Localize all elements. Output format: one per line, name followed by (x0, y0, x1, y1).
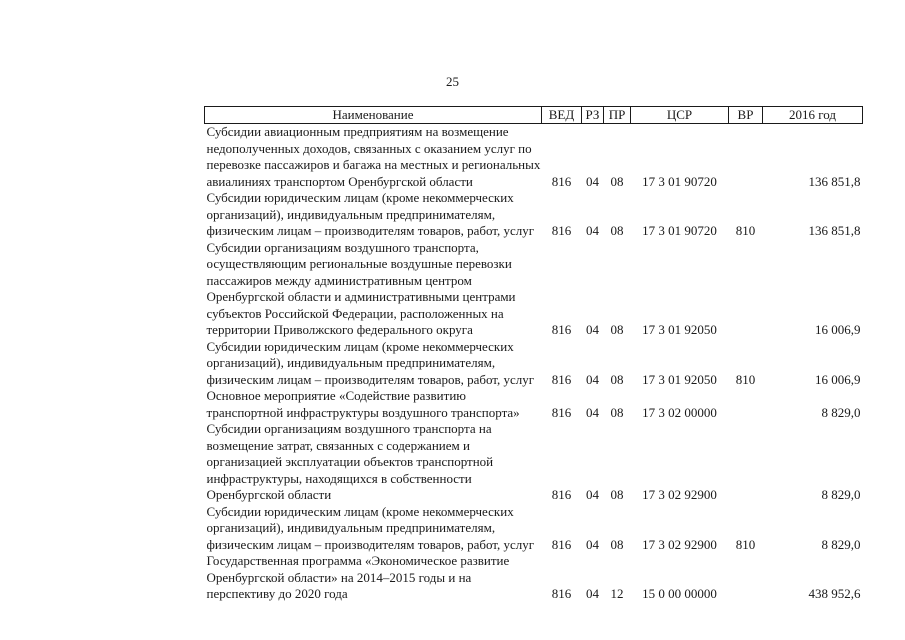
row-rz: 04 (586, 322, 599, 337)
header-year: 2016 год (763, 107, 863, 124)
row-name-line: Субсидии юридическим лицам (кроме некоммерческих (206, 190, 514, 205)
row-name-line: инфраструктуры, находящихся в собственности (206, 470, 472, 486)
row-ved: 816 (551, 322, 572, 337)
row-rz: 04 (586, 173, 599, 189)
row-name-line: Государственная программа «Экономическое развитие (206, 553, 510, 568)
row-name-line: Оренбургской области (206, 487, 332, 502)
table-row (205, 504, 863, 554)
table-row (205, 553, 863, 603)
row-csr: 17 3 02 92900 (642, 487, 717, 502)
row-vr: 810 (735, 536, 756, 552)
row-ved: 816 (551, 173, 572, 189)
row-ved: 816 (551, 223, 572, 238)
row-csr: 17 3 01 92050 (642, 322, 717, 337)
row-pr: 08 (610, 487, 624, 502)
row-name (205, 190, 542, 240)
header-pr: ПР (604, 107, 631, 124)
row-amount: 8 829,0 (821, 487, 861, 502)
row-rz: 04 (586, 404, 599, 420)
table-row (205, 421, 863, 504)
header-name: Наименование (205, 107, 542, 124)
row-vr (729, 240, 763, 339)
row-pr: 08 (610, 223, 624, 238)
row-rz: 04 (586, 223, 599, 238)
row-name (205, 339, 542, 389)
table-row (205, 339, 863, 389)
row-csr: 17 3 01 90720 (642, 223, 717, 238)
row-name-line: физическим лицам – производителям товаров, работ, услуг (206, 536, 535, 552)
row-name (205, 504, 542, 554)
row-pr: 08 (610, 371, 624, 387)
row-name-line: авиалиниях транспортом Оренбургской области (206, 173, 473, 189)
table-row (205, 190, 863, 240)
row-vr: 810 (735, 223, 756, 238)
header-vr: ВР (729, 107, 763, 124)
row-name-line: недополученных доходов, связанных с оказанием услуг по (206, 140, 532, 156)
row-name-line: физическим лицам – производителям товаров, работ, услуг (206, 371, 535, 387)
row-name-line: Субсидии юридическим лицам (кроме некоммерческих (206, 503, 514, 519)
row-rz: 04 (586, 371, 599, 387)
row-ved: 816 (551, 487, 572, 502)
table-body (205, 124, 863, 603)
row-amount: 8 829,0 (821, 404, 861, 420)
table-row (205, 240, 863, 339)
row-name-line: транспортной инфраструктуры воздушного транспорта» (206, 404, 520, 420)
row-vr (729, 388, 763, 421)
budget-table (204, 106, 863, 603)
row-ved: 816 (551, 371, 572, 387)
row-pr: 08 (610, 404, 624, 420)
row-name-line: Субсидии организациям воздушного транспорта на (206, 421, 492, 436)
row-name-line: возмещение затрат, связанных с содержанием и (206, 437, 470, 453)
row-name-line: осуществляющим региональные воздушные перевозки (206, 256, 512, 271)
row-csr: 17 3 02 00000 (642, 404, 717, 420)
row-name (205, 421, 542, 504)
row-name-line: перевозке пассажиров и багажа на местных и региональных (206, 157, 541, 172)
row-vr: 810 (735, 371, 756, 387)
row-amount: 136 851,8 (808, 223, 861, 238)
row-name-line: перспективу до 2020 года (206, 586, 348, 601)
row-name-line: Субсидии организациям воздушного транспорта, (206, 239, 479, 255)
row-vr (729, 553, 763, 603)
row-csr: 17 3 01 92050 (642, 371, 717, 387)
row-ved: 816 (551, 536, 572, 552)
row-csr: 17 3 02 92900 (642, 536, 717, 552)
row-name-line: организацией эксплуатации объектов транспортной (206, 454, 494, 469)
header-rz: РЗ (582, 107, 604, 124)
row-rz: 04 (586, 586, 599, 601)
row-csr: 15 0 00 00000 (642, 586, 717, 601)
row-amount: 438 952,6 (808, 586, 861, 601)
row-pr: 08 (610, 536, 624, 552)
row-name-line: физическим лицам – производителям товаров, работ, услуг (206, 223, 535, 238)
header-ved: ВЕД (542, 107, 582, 124)
row-name-line: субъектов Российской Федерации, расположенных на (206, 305, 504, 321)
row-name (205, 388, 542, 421)
table-header-row (205, 107, 863, 124)
row-name-line: пассажиров между административным центром (206, 272, 472, 288)
row-ved: 816 (551, 404, 572, 420)
row-vr (729, 421, 763, 504)
row-name-line: организаций), индивидуальным предпринимателям, (206, 355, 496, 370)
row-vr (729, 124, 763, 191)
row-name (205, 124, 542, 191)
row-amount: 8 829,0 (821, 536, 861, 552)
row-ved: 816 (551, 586, 572, 601)
table-row (205, 388, 863, 421)
row-amount: 16 006,9 (815, 322, 861, 337)
row-rz: 04 (586, 487, 599, 502)
row-pr: 12 (610, 586, 624, 601)
row-name-line: организаций), индивидуальным предпринимателям, (206, 520, 496, 535)
row-name-line: Оренбургской области» на 2014–2015 годы и на (206, 569, 472, 585)
row-name-line: Субсидии юридическим лицам (кроме некоммерческих (206, 338, 514, 354)
row-name-line: Оренбургской области и административными центрами (206, 289, 516, 304)
row-name (205, 240, 542, 339)
row-rz: 04 (586, 536, 599, 552)
row-amount: 16 006,9 (815, 371, 861, 387)
header-csr: ЦСР (631, 107, 729, 124)
table-row (205, 124, 863, 191)
row-pr: 08 (610, 322, 624, 337)
row-csr: 17 3 01 90720 (642, 173, 717, 189)
row-pr: 08 (610, 173, 624, 189)
row-amount: 136 851,8 (808, 173, 861, 189)
row-name-line: Субсидии авиационным предприятиям на возмещение (206, 124, 509, 139)
row-name (205, 553, 542, 603)
row-name-line: территории Приволжского федерального округа (206, 322, 473, 337)
row-name-line: Основное мероприятие «Содействие развитию (206, 388, 466, 403)
page-number: 25 (446, 74, 459, 89)
row-name-line: организаций), индивидуальным предпринимателям, (206, 206, 496, 222)
